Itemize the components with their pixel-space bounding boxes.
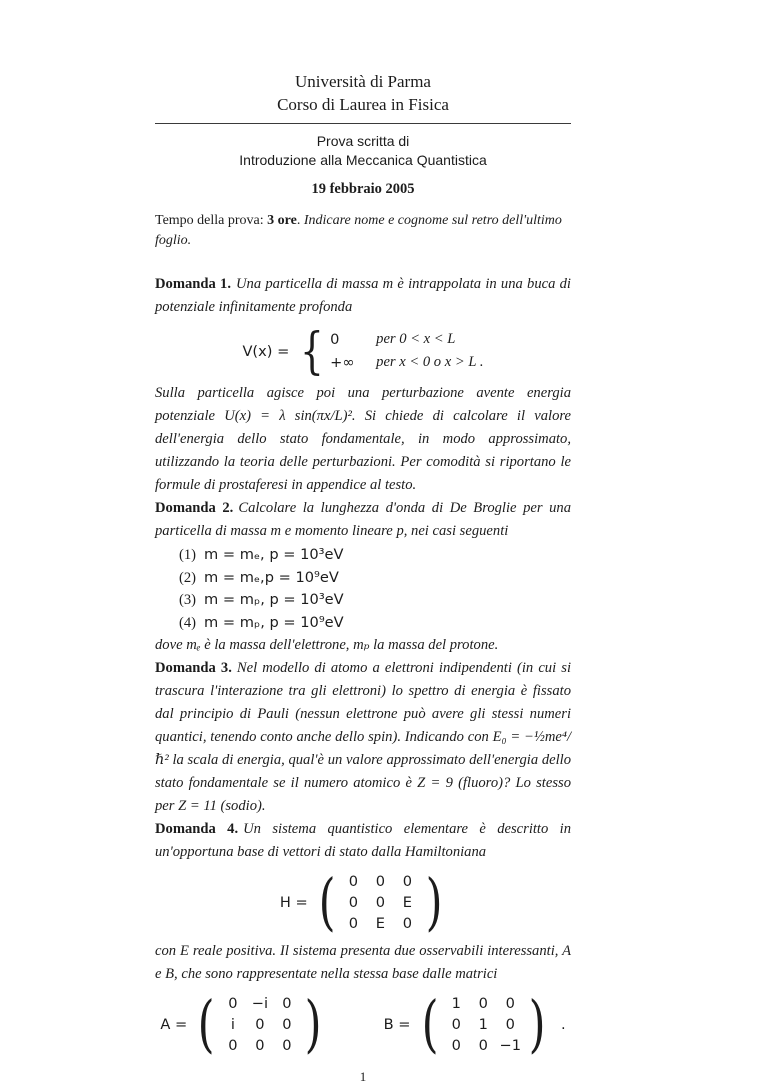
- question-1-intro-text: Una particella di massa m è intrappolata in una buca di potenziale infinitamente profonda: [155, 276, 571, 315]
- equation-potential-lhs: V(x) =: [242, 342, 290, 360]
- exam-title-line1: Prova scritta di: [316, 133, 410, 149]
- matrix-cell: i: [230, 1016, 235, 1033]
- observable-a-matrix-grid: [219, 993, 300, 1056]
- matrix-cell: 0: [478, 1037, 488, 1054]
- question-4-body: con E reale positiva. Il sistema presenta due osservabili interessanti, A e B, che sono rappresentate nella stessa base dalle matrici: [155, 943, 571, 982]
- list-item: [179, 544, 571, 567]
- list-item: [179, 589, 571, 612]
- course-name: Corso di Laurea in Fisica: [277, 95, 449, 114]
- exam-instructions: [155, 211, 571, 251]
- exam-duration: 3 ore: [267, 213, 297, 228]
- question-1-intro: [155, 273, 571, 319]
- question-4-intro-text: Un sistema quantistico elementare è descritto in un'opportuna base di vettori di stato dalla Hamiltoniana: [155, 821, 571, 860]
- exam-page: [155, 0, 571, 1085]
- matrix-cell: E: [402, 894, 413, 911]
- matrix-cell: 0: [375, 894, 386, 911]
- question-1-body: Sulla particella agisce poi una perturbazione avente energia potenziale U(x) = λ sin(πx/L)². Si chiede di calcolare il valore dell'energia dello stato fondamentale, in modo approssimato, utilizzando la teoria delle perturbazioni. Per comodità si riportano le formule di prostaferesi in appendice al testo.: [155, 385, 571, 493]
- matrix-cell: 0: [228, 995, 238, 1012]
- item-2-number: (2): [179, 569, 197, 586]
- question-3-body-text: Nel modello di atomo a elettroni indipendenti (in cui si trascura l'interazione tra gli elettroni) lo spettro di energia è fissato dal principio di Pauli (nessun elettrone può avere gli stessi numeri quantici, tenendo conto anche dello spin). Indicando con E₀ = −½me⁴/ℏ² la scala di energia, qual'è un valore approssimato dell'energia dello stato fondamentale se il numero atomico è Z = 9 (fluoro)? Lo stesso per Z = 11 (sodio).: [155, 660, 571, 814]
- page-number: 1: [359, 1069, 367, 1084]
- observable-a-matrix: [194, 987, 325, 1061]
- case-2-value: +∞: [330, 354, 355, 371]
- question-3-title: Domanda 3.: [155, 660, 232, 676]
- list-item: [179, 567, 571, 590]
- question-2-intro-text: Calcolare la lunghezza d'onda di De Broglie per una particella di massa m e momento lineare p, nei casi seguenti: [155, 500, 571, 539]
- question-2-list: [155, 544, 571, 634]
- matrix-cell: 0: [282, 1016, 292, 1033]
- matrix-cell: 0: [402, 873, 413, 890]
- matrix-cell: 0: [255, 1016, 265, 1033]
- matrix-cell: −1: [499, 1037, 521, 1054]
- header-rule: [155, 123, 571, 124]
- case-1-condition: per 0 < x < L: [376, 331, 456, 347]
- hamiltonian-lhs: H =: [279, 894, 308, 911]
- question-2-intro: [155, 497, 571, 543]
- question-4-title: Domanda 4.: [155, 821, 239, 837]
- matrix-cell: 0: [451, 1016, 461, 1033]
- header: [155, 70, 571, 251]
- item-4-text: m = mₚ, p = 10⁹eV: [204, 613, 344, 631]
- instructions-note: Indicare nome e cognome sul retro dell'ultimo foglio.: [155, 213, 562, 248]
- equation-potential: [155, 322, 571, 380]
- university-name: Università di Parma: [295, 72, 431, 91]
- matrix-cell: 0: [451, 1037, 461, 1054]
- matrix-cell: 0: [375, 873, 386, 890]
- matrix-cell: 1: [478, 1016, 488, 1033]
- equation-tail-period: .: [560, 1016, 566, 1033]
- matrix-cell: 0: [282, 995, 292, 1012]
- question-2-outro: dove mₑ è la massa dell'elettrone, mₚ la massa del protone.: [155, 637, 499, 653]
- item-4-number: (4): [179, 614, 197, 631]
- cases-rows: [330, 328, 483, 374]
- exam-title-line2: Introduzione alla Meccanica Quantistica: [239, 152, 487, 168]
- item-1-number: (1): [179, 547, 197, 563]
- matrix-cell: 1: [451, 995, 461, 1012]
- question-3-body: [155, 657, 571, 818]
- observable-b-lhs: B =: [383, 1016, 411, 1033]
- observable-a-lhs: A =: [160, 1016, 188, 1033]
- matrix-cell: 0: [478, 995, 488, 1012]
- hamiltonian-matrix: [315, 865, 446, 939]
- matrix-cell: 0: [348, 873, 359, 890]
- case-row-2: [330, 351, 483, 374]
- matrix-cell: E: [375, 915, 386, 932]
- matrix-cell: 0: [228, 1037, 238, 1054]
- matrix-close-paren: ): [425, 865, 443, 939]
- list-item: [179, 612, 571, 635]
- case-1-value: 0: [330, 331, 340, 348]
- matrix-open-paren: (: [197, 987, 215, 1061]
- case-row-1: [330, 328, 483, 351]
- observable-b-matrix-grid: [443, 993, 524, 1056]
- matrix-close-paren: ): [305, 987, 323, 1061]
- matrix-cell: 0: [348, 894, 359, 911]
- exam-date: 19 febbraio 2005: [311, 181, 415, 197]
- matrix-cell: 0: [282, 1037, 292, 1054]
- equation-hamiltonian: [155, 865, 571, 939]
- matrix-cell: 0: [505, 1016, 515, 1033]
- cases-brace: {: [300, 322, 325, 380]
- question-1-title: Domanda 1.: [155, 276, 231, 292]
- matrix-open-paren: (: [318, 865, 336, 939]
- matrix-cell: 0: [348, 915, 359, 932]
- equation-observables: [155, 987, 571, 1061]
- matrix-cell: 0: [255, 1037, 265, 1054]
- instructions-label: Tempo della prova:: [155, 213, 268, 228]
- item-3-text: m = mₚ, p = 10³eV: [204, 591, 344, 608]
- item-3-number: (3): [179, 592, 197, 608]
- matrix-close-paren: ): [528, 987, 546, 1061]
- matrix-cell: 0: [402, 915, 413, 932]
- item-1-text: m = mₑ, p = 10³eV: [204, 546, 344, 563]
- question-2-title: Domanda 2.: [155, 500, 234, 516]
- item-2-text: m = mₑ,p = 10⁹eV: [204, 568, 339, 586]
- question-4-intro: [155, 818, 571, 864]
- hamiltonian-matrix-grid: [340, 871, 421, 934]
- matrix-cell: 0: [505, 995, 515, 1012]
- case-2-condition: per x < 0 o x > L .: [376, 354, 484, 370]
- instructions-separator: .: [296, 213, 304, 228]
- matrix-open-paren: (: [421, 987, 439, 1061]
- observable-b-matrix: [418, 987, 549, 1061]
- matrix-cell: −i: [251, 995, 269, 1012]
